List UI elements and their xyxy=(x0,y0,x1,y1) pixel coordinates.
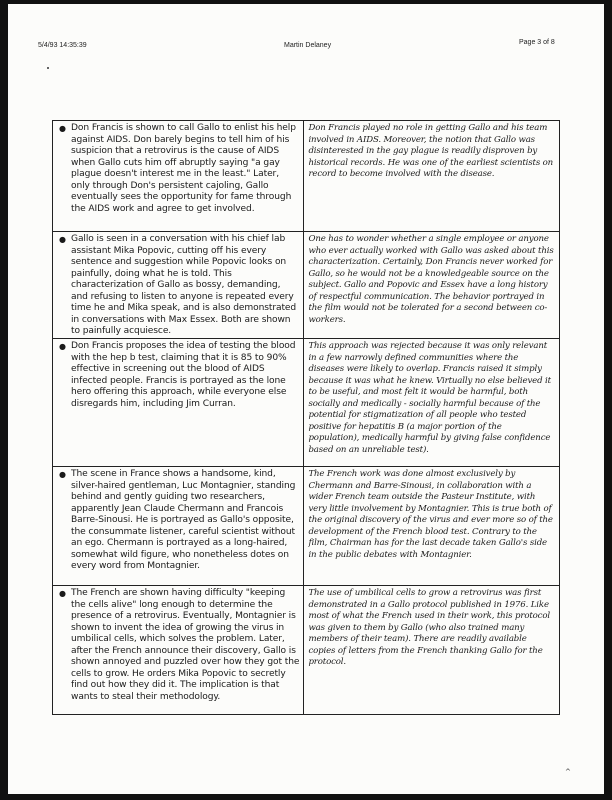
table-row xyxy=(53,339,560,467)
table-row xyxy=(53,232,560,339)
table-row xyxy=(53,121,560,232)
document-page xyxy=(8,4,604,794)
response-cell xyxy=(304,467,560,586)
scene-cell xyxy=(53,232,304,339)
response-cell xyxy=(304,121,560,232)
scene-cell xyxy=(53,467,304,586)
scene-text: The French are shown having difficulty "keeping the cells alive" long enough to determine the presence of a retrovirus. Eventually, Montagnier is shown to invent the idea of growing the virus in umbilical cells, which solves the problem. Later, after the French announce their discovery, Gallo is shown annoyed and puzzled over how they got the cells to grow. He orders Mika Popovic to secretly find out how they did it. The implication is that wants to steal their methodology. xyxy=(71,588,300,702)
bullet-icon: ● xyxy=(59,235,66,244)
bullet-icon: ● xyxy=(59,589,66,598)
stray-mark xyxy=(47,67,49,69)
response-text: The use of umbilical cells to grow a retrovirus was first demonstrated in a Gallo protocol published in 1976. Like most of what the French used in their work, this protocol was given to them by Gallo (who also trained many members of their team). There are readily available copies of letters from the French thanking Gallo for the protocol. xyxy=(308,588,550,667)
scene-text: Don Francis is shown to call Gallo to enlist his help against AIDS. Don barely begins to tell him of his suspicion that a retrovirus is the cause of AIDS when Gallo cuts him off abruptly saying "a gay plague doesn't interest me in the least." Later, only through Don's persistent cajoling, Gallo eventually sees the opportunity for fame through the AIDS work and agree to get involved. xyxy=(71,123,296,214)
bullet-icon: ● xyxy=(59,124,66,133)
scene-cell xyxy=(53,339,304,467)
bullet-icon: ● xyxy=(59,342,66,351)
table-row xyxy=(53,467,560,586)
bullet-icon: ● xyxy=(59,470,66,479)
header-page-number: Page 3 of 8 xyxy=(519,39,555,46)
response-text: This approach was rejected because it was only relevant in a few narrowly defined communities where the diseases were likely to overlap. Francis raised it simply because it was what he knew. Virtually no else believed it to be useful, and most felt it would be harmful, both socially and medically - socially harmful because of the potential for stigmatization of all people who tested positive for hepatitis B (a major portion of the population), medically harmful by giving false confidence based on an unreliable test). xyxy=(308,341,551,455)
response-cell xyxy=(304,586,560,715)
scene-cell xyxy=(53,121,304,232)
scene-text: The scene in France shows a handsome, kind, silver-haired gentleman, Luc Montagnier, standing behind and gently guiding two researchers, apparently Jean Claude Chermann and Francois Barre-Sinousi. He is portrayed as Gallo's opposite, the consummate listener, careful scientist without an ego. Chermann is portrayed as a long-haired, somewhat wild figure, who nonetheless dotes on every word from Montagnier. xyxy=(71,469,296,571)
scene-cell xyxy=(53,586,304,715)
scene-text: Don Francis proposes the idea of testing the blood with the hep b test, claiming that it is 85 to 90% effective in screening out the blood of AIDS infected people. Francis is portrayed as the lone hero offering this approach, while everyone else disregards him, including Jim Curran. xyxy=(71,341,296,409)
header-author: Martin Delaney xyxy=(284,42,332,49)
caret-mark: ^ xyxy=(565,768,571,776)
table-row xyxy=(53,586,560,715)
scene-response-table xyxy=(52,120,560,715)
response-cell xyxy=(304,339,560,467)
response-cell xyxy=(304,232,560,339)
response-text: One has to wonder whether a single employee or anyone who ever actually worked with Gallo was asked about this characterization. Certainly, Don Francis never worked for Gallo, so he would not be a knowledgeable source on the subject. Gallo and Popovic and Essex have a long history of respectful communication. The behavior portrayed in the film would not be tolerated for a second between co-workers. xyxy=(308,234,554,325)
response-text: The French work was done almost exclusively by Chermann and Barre-Sinousi, in collaboration with a wider French team outside the Pasteur Institute, with very little involvement by Montagnier. This is true both of the original discovery of the virus and ever more so of the development of the French blood test. Contrary to the film, Chairman has for the last decade taken Gallo's side in the public debates with Montagnier. xyxy=(308,469,553,560)
header-datetime: 5/4/93 14:35:39 xyxy=(38,42,87,49)
scene-text: Gallo is seen in a conversation with his chief lab assistant Mika Popovic, cutting off his every sentence and suggestion while Popovic looks on painfully, doing what he is told. This characterization of Gallo as bossy, demanding, and refusing to listen to anyone is repeated every time he and Mika speak, and is also demonstrated in conversations with Max Essex. Both are shown to painfully acquiesce. xyxy=(71,234,297,336)
response-text: Don Francis played no role in getting Gallo and his team involved in AIDS. Moreover, the notion that Gallo was disinterested in the gay plague is readily disproven by historical records. He was one of the earliest scientists on record to become involved with the disease. xyxy=(308,123,554,179)
